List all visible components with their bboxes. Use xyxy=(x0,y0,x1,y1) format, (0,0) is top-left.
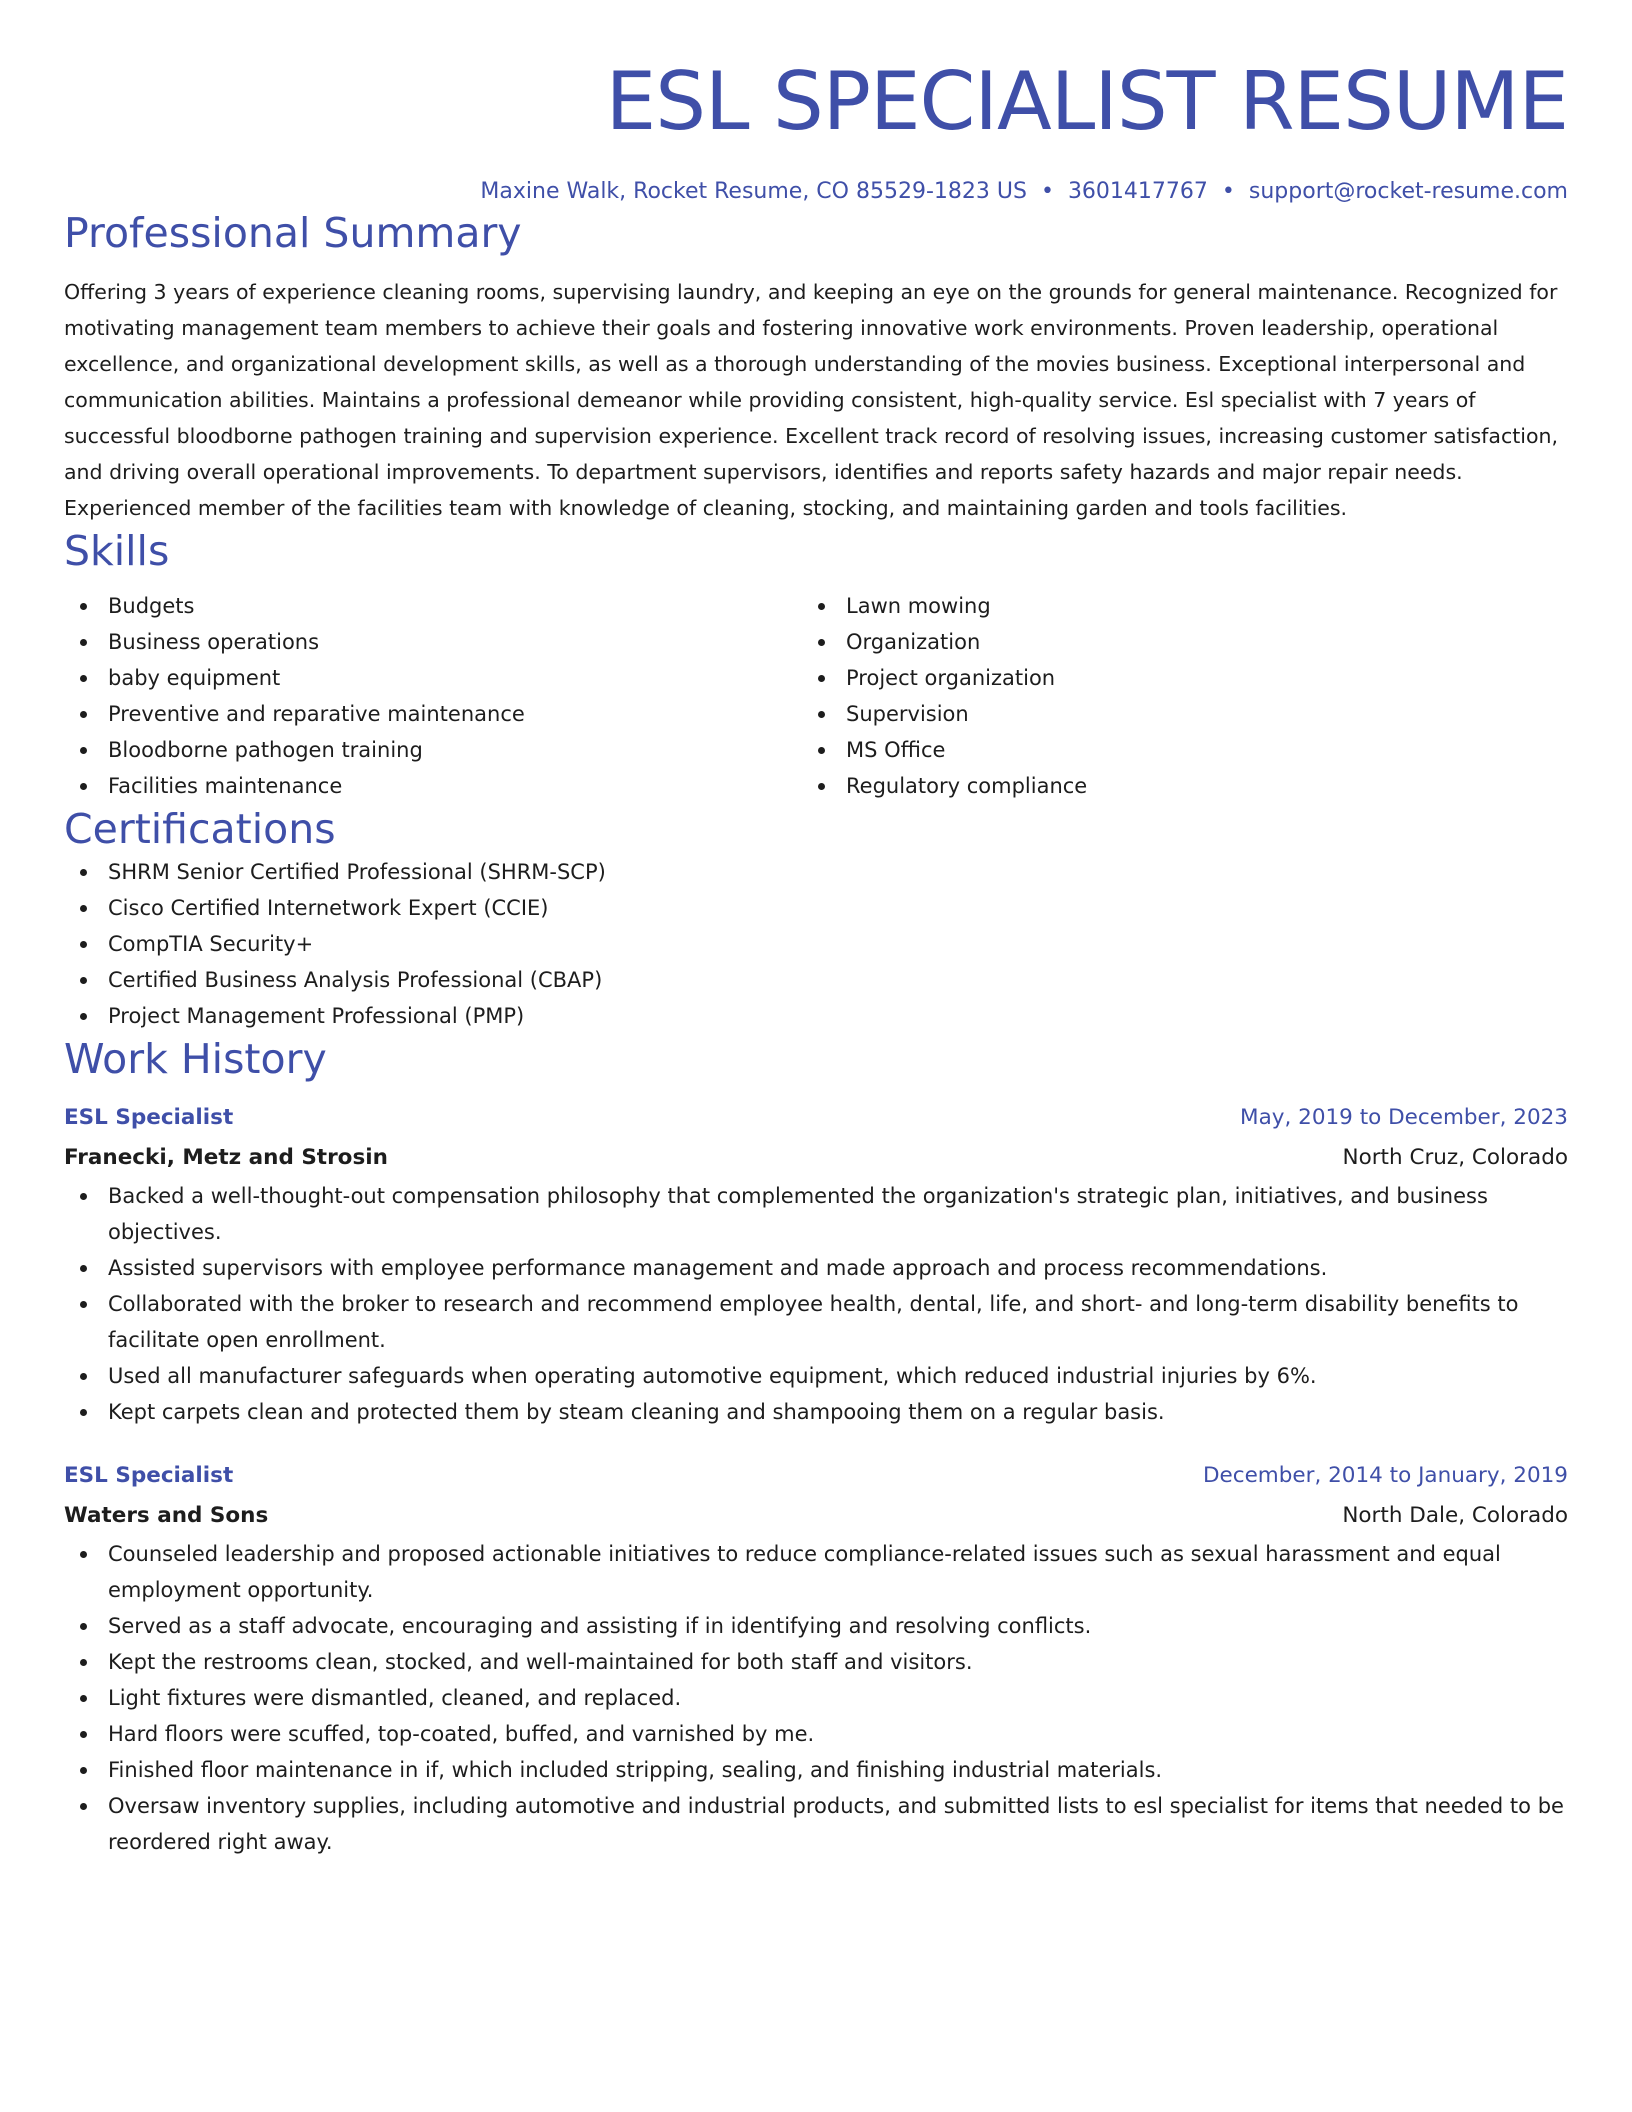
contact-separator: • xyxy=(1221,179,1235,204)
contact-phone: 3601417767 xyxy=(1067,179,1208,204)
contact-line xyxy=(64,176,1568,208)
certification-item: Cisco Certified Internetwork Expert (CCIE) xyxy=(64,890,1568,926)
job-dates: December, 2014 to January, 2019 xyxy=(1202,1463,1568,1488)
job-bullet: Finished floor maintenance in if, which included stripping, sealing, and finishing industrial materials. xyxy=(64,1752,1568,1788)
job-company-row xyxy=(64,1496,1568,1536)
job-role-row xyxy=(64,1098,1568,1138)
job-bullets xyxy=(64,1536,1568,1860)
skill-item: Organization xyxy=(802,624,1540,660)
job-location: North Cruz, Colorado xyxy=(1342,1145,1568,1170)
skill-item: Business operations xyxy=(64,624,802,660)
job-bullet: Used all manufacturer safeguards when operating automotive equipment, which reduced industrial injuries by 6%. xyxy=(64,1358,1568,1394)
job-entry xyxy=(64,1098,1568,1430)
skill-item: Facilities maintenance xyxy=(64,768,802,804)
skills-column-left xyxy=(64,588,802,804)
job-company: Waters and Sons xyxy=(64,1503,269,1528)
job-bullet: Hard floors were scuffed, top-coated, buffed, and varnished by me. xyxy=(64,1716,1568,1752)
skills-column-right xyxy=(802,588,1540,804)
resume-header xyxy=(64,0,1568,208)
summary-text: Offering 3 years of experience cleaning rooms, supervising laundry, and keeping an eye on the grounds for general maintenance. Recognized for motivating management team members to achieve their goals and fostering innovative work environments. Proven leadership, operational excellence, and organizational development skills, as well as a thorough understanding of the movies business. Exceptional interpersonal and communication abilities. Maintains a professional demeanor while providing consistent, high-quality service. Esl specialist with 7 years of successful bloodborne pathogen training and supervision experience. Excellent track record of resolving issues, increasing customer satisfaction, and driving overall operational improvements. To department supervisors, identifies and reports safety hazards and major repair needs. Experienced member of the facilities team with knowledge of cleaning, stocking, and maintaining garden and tools facilities. xyxy=(64,280,1558,520)
certifications-heading: Certifications xyxy=(64,805,336,853)
job-bullets xyxy=(64,1178,1568,1430)
contact-address: Maxine Walk, Rocket Resume, CO 85529-1823 US xyxy=(480,179,1027,204)
skills-list xyxy=(64,588,1568,804)
certification-item: SHRM Senior Certified Professional (SHRM-SCP) xyxy=(64,854,1568,890)
skill-item: Budgets xyxy=(64,588,802,624)
job-bullet: Kept the restrooms clean, stocked, and well-maintained for both staff and visitors. xyxy=(64,1644,1568,1680)
certification-item: Certified Business Analysis Professional (CBAP) xyxy=(64,962,1568,998)
skill-item: Bloodborne pathogen training xyxy=(64,732,802,768)
job-company: Franecki, Metz and Strosin xyxy=(64,1145,388,1170)
skill-item: Supervision xyxy=(802,696,1540,732)
certification-item: CompTIA Security+ xyxy=(64,926,1568,962)
skills-heading: Skills xyxy=(64,527,170,575)
job-bullet: Assisted supervisors with employee performance management and made approach and process recommendations. xyxy=(64,1250,1568,1286)
skill-item: MS Office xyxy=(802,732,1540,768)
job-bullet: Collaborated with the broker to research and recommend employee health, dental, life, and short- and long-term disability benefits to facilitate open enrollment. xyxy=(64,1286,1568,1358)
job-bullet: Counseled leadership and proposed actionable initiatives to reduce compliance-related issues such as sexual harassment and equal employment opportunity. xyxy=(64,1536,1568,1608)
skill-item: Project organization xyxy=(802,660,1540,696)
job-bullet: Served as a staff advocate, encouraging and assisting if in identifying and resolving conflicts. xyxy=(64,1608,1568,1644)
job-bullet: Oversaw inventory supplies, including automotive and industrial products, and submitted lists to esl specialist for items that needed to be reordered right away. xyxy=(64,1788,1568,1860)
job-role: ESL Specialist xyxy=(64,1105,234,1130)
skill-item: Preventive and reparative maintenance xyxy=(64,696,802,732)
job-bullet: Kept carpets clean and protected them by steam cleaning and shampooing them on a regular basis. xyxy=(64,1394,1568,1430)
contact-separator: • xyxy=(1040,179,1054,204)
job-role-row xyxy=(64,1456,1568,1496)
job-role: ESL Specialist xyxy=(64,1463,234,1488)
job-bullet: Backed a well-thought-out compensation philosophy that complemented the organization's strategic plan, initiatives, and business objectives. xyxy=(64,1178,1568,1250)
contact-email: support@rocket-resume.com xyxy=(1248,179,1568,204)
certifications-list xyxy=(64,854,1568,1034)
job-location: North Dale, Colorado xyxy=(1342,1503,1568,1528)
skill-item: baby equipment xyxy=(64,660,802,696)
job-entry xyxy=(64,1456,1568,1860)
work-history-heading: Work History xyxy=(64,1035,327,1083)
resume-title: ESL SPECIALIST RESUME xyxy=(605,55,1568,148)
summary-heading: Professional Summary xyxy=(64,209,522,257)
job-company-row xyxy=(64,1138,1568,1178)
job-bullet: Light fixtures were dismantled, cleaned, and replaced. xyxy=(64,1680,1568,1716)
job-dates: May, 2019 to December, 2023 xyxy=(1240,1105,1568,1130)
certification-item: Project Management Professional (PMP) xyxy=(64,998,1568,1034)
skill-item: Regulatory compliance xyxy=(802,768,1540,804)
skill-item: Lawn mowing xyxy=(802,588,1540,624)
